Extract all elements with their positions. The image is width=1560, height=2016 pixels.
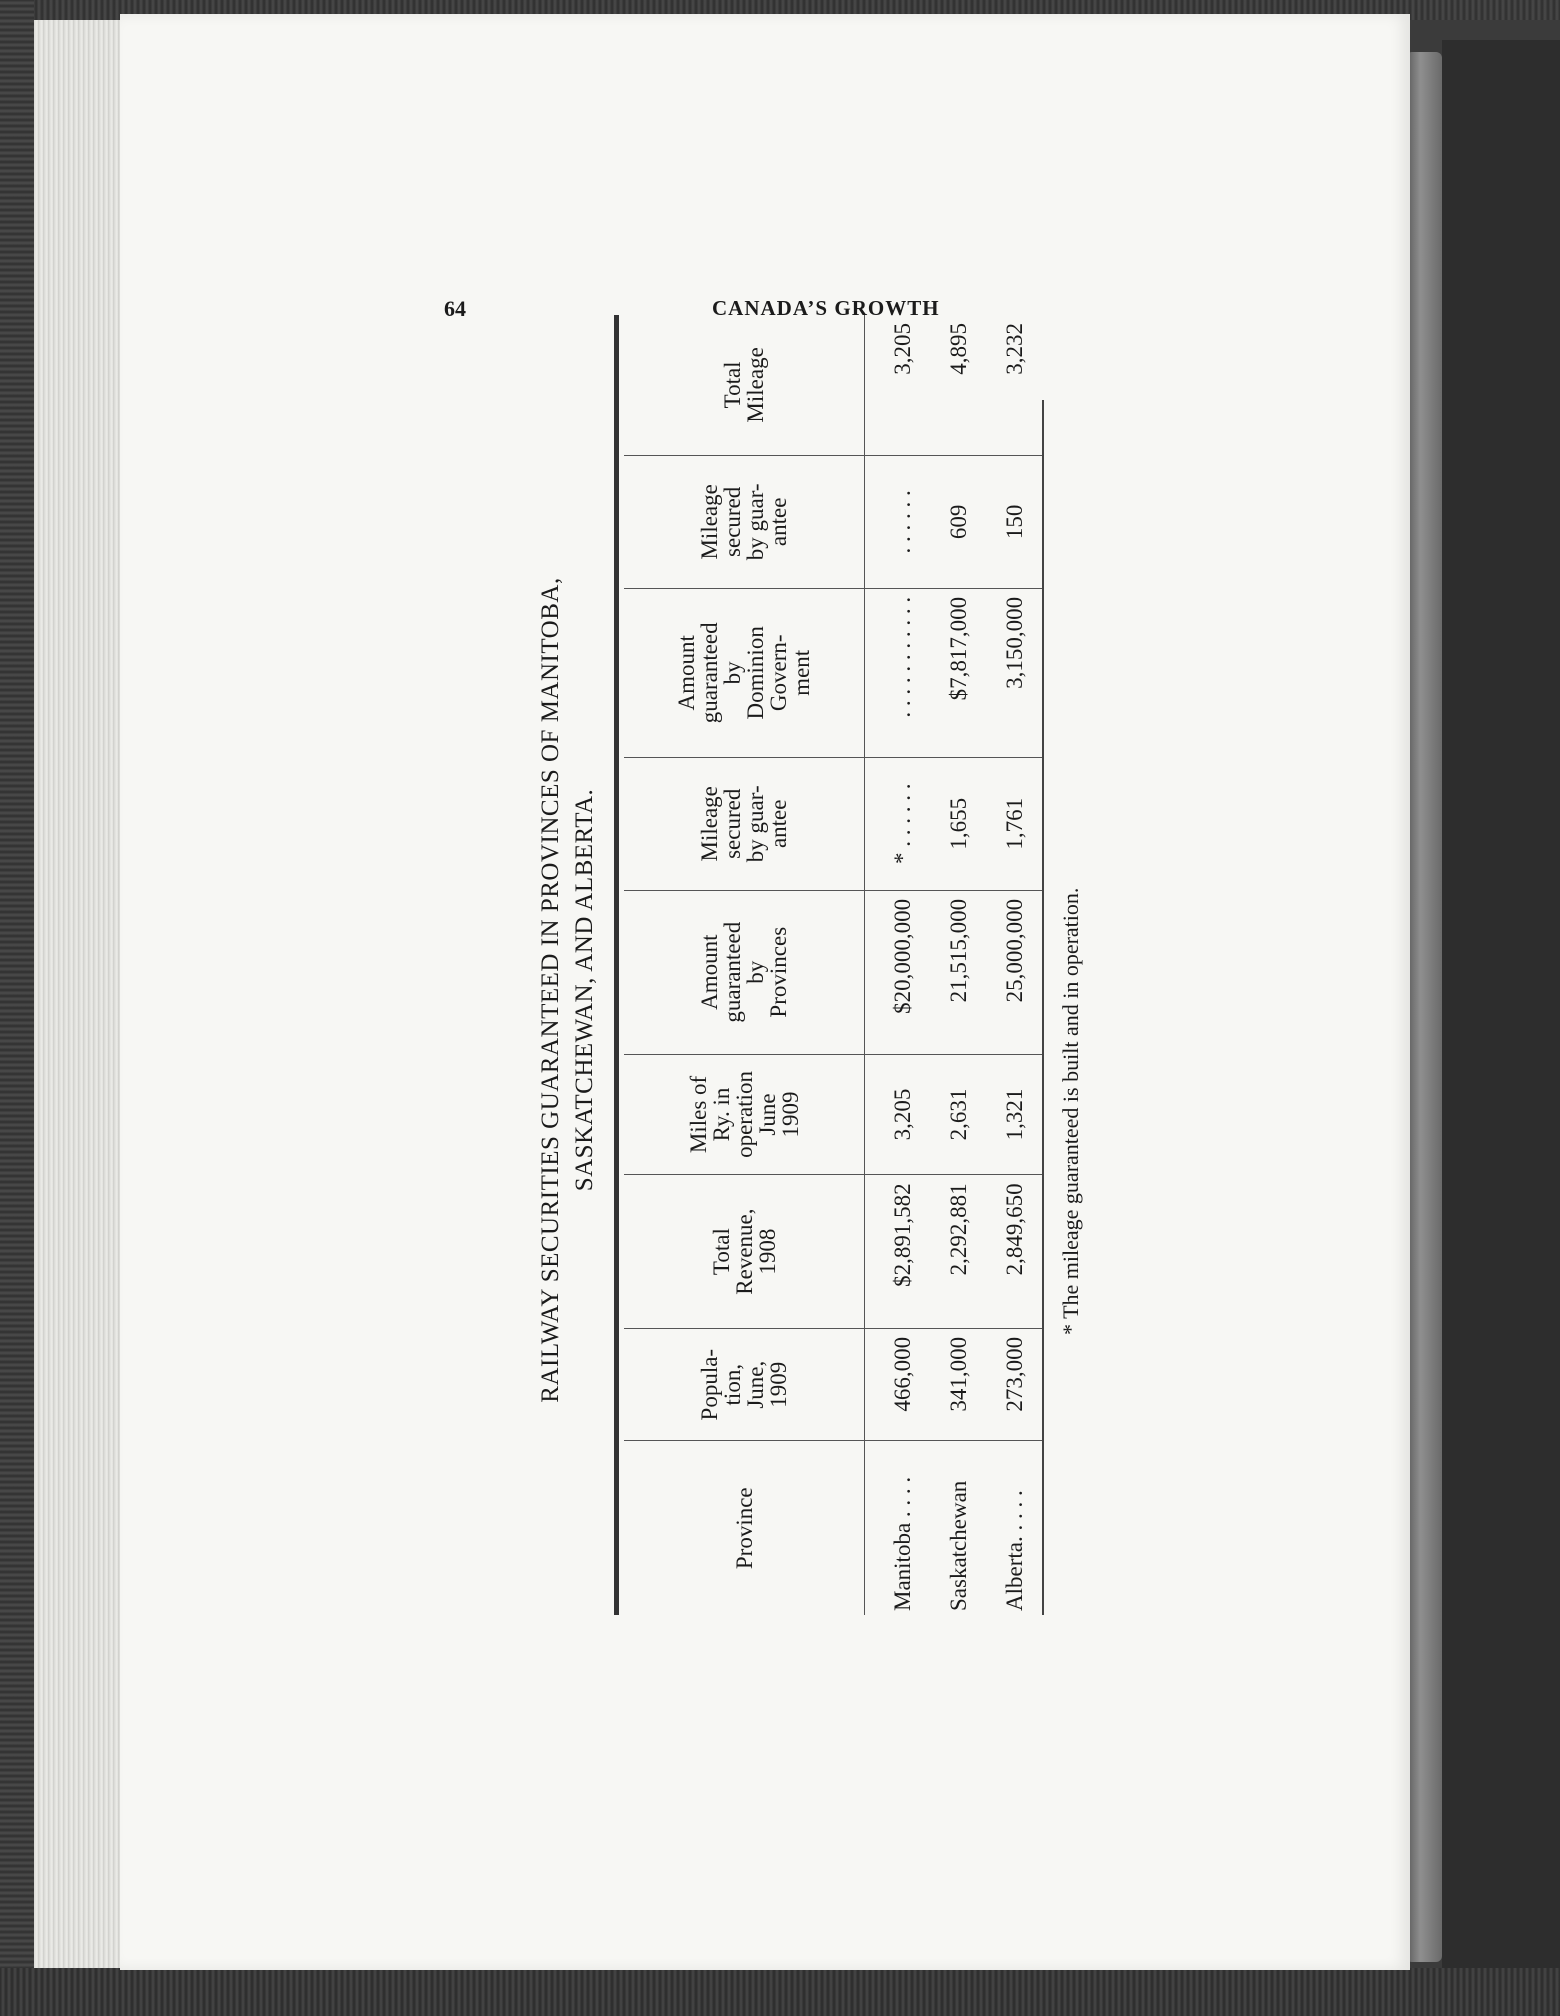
next-page-edge (1442, 40, 1560, 1970)
table-cell: * . . . . . . (865, 757, 932, 890)
book-cover-bottom (0, 1968, 1560, 2016)
column-header: Total Revenue, 1908 (624, 1175, 865, 1329)
footnote: * The mileage guaranteed is built and in operation. (1058, 887, 1083, 1335)
table-cell: . . . . . . . . . . . (865, 588, 932, 757)
table-title (528, 375, 602, 1605)
column-header: Total Mileage (624, 315, 865, 455)
column-header: Amount guaranteed by Provinces (624, 890, 865, 1054)
table-cell: $2,891,582 (865, 1175, 932, 1329)
table-row (931, 315, 987, 1615)
table-cell: 2,849,650 (987, 1175, 1043, 1329)
province-cell: Saskatchewan (946, 1480, 971, 1611)
table-cell: 609 (931, 455, 987, 588)
table-cell: 3,232 (987, 315, 1043, 455)
table-cell: 1,655 (931, 757, 987, 890)
next-page-spine (1406, 52, 1442, 1962)
table-cell: . . . . . . (865, 455, 932, 588)
table-cell: 2,631 (931, 1054, 987, 1175)
table-row (987, 315, 1043, 1615)
table-cell: 25,000,000 (987, 890, 1043, 1054)
table-cell: 466,000 (865, 1328, 932, 1441)
data-table (624, 315, 1043, 1615)
column-header: Amount guaranteed by Dominion Govern- ment (624, 588, 865, 757)
bottom-rule (1042, 400, 1044, 1615)
book-cover-left (0, 0, 34, 2016)
table-row (865, 315, 932, 1615)
page-number: 64 (444, 296, 466, 321)
table-cell: 1,761 (987, 757, 1043, 890)
column-header: Mileage secured by guar- antee (624, 455, 865, 588)
page-edges (34, 20, 134, 1968)
table-title-line-1: RAILWAY SECURITIES GUARANTEED IN PROVINCES OF MANITOBA, (537, 577, 564, 1403)
province-cell: Alberta. . . . . (1002, 1490, 1027, 1611)
table-cell: $7,817,000 (931, 588, 987, 757)
header-row (624, 315, 865, 1615)
table-cell: 3,205 (865, 1054, 932, 1175)
column-header: Province (624, 1441, 865, 1615)
header-rule (614, 315, 619, 1615)
table-cell: 150 (987, 455, 1043, 588)
table-cell: 3,205 (865, 315, 932, 455)
table-cell: 3,150,000 (987, 588, 1043, 757)
running-head: CANADA’S GROWTH (712, 296, 940, 320)
column-header: Miles of Ry. in operation June 1909 (624, 1054, 865, 1175)
table-cell: 341,000 (931, 1328, 987, 1441)
column-header: Mileage secured by guar- antee (624, 757, 865, 890)
rotated-table-block (528, 315, 1088, 1615)
table-cell: 21,515,000 (931, 890, 987, 1054)
table-body (865, 315, 1044, 1615)
province-cell: Manitoba . . . . (890, 1476, 915, 1611)
table-cell: $20,000,000 (865, 890, 932, 1054)
table-cell: 2,292,881 (931, 1175, 987, 1329)
table-cell: 4,895 (931, 315, 987, 455)
table-cell: 1,321 (987, 1054, 1043, 1175)
column-header: Popula- tion, June, 1909 (624, 1328, 865, 1441)
table-cell: 273,000 (987, 1328, 1043, 1441)
table-title-line-2: SASKATCHEWAN, AND ALBERTA. (571, 788, 598, 1192)
